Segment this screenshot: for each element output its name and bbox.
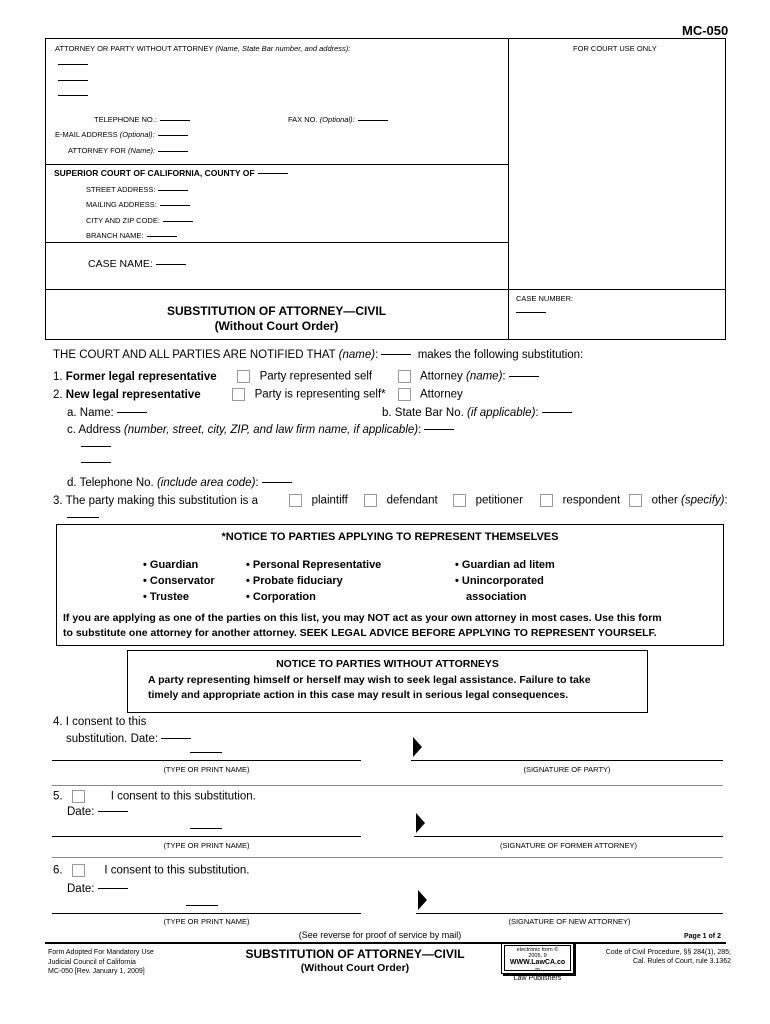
item6-name-line[interactable] [52,913,361,914]
street-field[interactable] [158,190,188,191]
item5-checkbox[interactable] [72,790,85,803]
case-number-label: CASE NUMBER: [516,294,574,303]
petitioner-option: petitioner [453,494,523,507]
fax-label: FAX NO. (Optional): [288,115,388,124]
notice2-text: A party representing himself or herself may wish to seek legal assistance. Failure to take timely and appropriate action in this case may result in serious legal consequences. [148,674,591,701]
petitioner-checkbox[interactable] [453,494,466,507]
item1-attorney: Attorney (name): [398,370,539,383]
address-line-2[interactable] [81,446,111,447]
defendant-checkbox[interactable] [364,494,377,507]
new-name-label: a. Name: [67,407,147,419]
sign-here-arrow-icon [413,737,422,757]
court-use-label: FOR COURT USE ONLY [573,44,657,53]
state-bar-label: b. State Bar No. (if applicable): [382,407,572,419]
item5-name-line[interactable] [52,836,361,837]
attorney-for-field[interactable] [158,151,188,152]
form-title: SUBSTITUTION OF ATTORNEY—CIVIL (Without Court Order) [166,304,387,333]
branch-label: BRANCH NAME: [86,231,177,240]
eform-badge: electronic form © 2005, 9 WWW.LawCA.co m [501,942,574,974]
item2-party-self: Party is representing self* [232,388,386,401]
notice1-col1: • Guardian • Conservator • Trustee [143,559,215,603]
notice1-text: If you are applying as one of the parties on this list, you may NOT act as your own attorney in most cases. Use this form to substitute one attorney for another attorney. SEEK LEGAL ADVICE BEFORE APPLYING TO REPRESENT YOURSELF. [63,612,662,639]
address-field[interactable] [424,429,454,430]
case-number-field[interactable] [516,312,546,313]
state-bar-field[interactable] [542,412,572,413]
attorney-label: ATTORNEY OR PARTY WITHOUT ATTORNEY (Name, State Bar number, and address): [55,44,351,53]
item4-name-field[interactable] [190,752,222,753]
telephone-label: TELEPHONE NO.: [94,115,190,124]
adopted-notice: Form Adopted For Mandatory Use Judicial Council of California MC-050 [Rev. January 1, 2009] [48,949,154,975]
footer-title: SUBSTITUTION OF ATTORNEY—CIVIL (Without Court Order) [245,947,465,974]
sign-here-arrow-icon [416,813,425,833]
former-attorney-name-field[interactable] [509,376,539,377]
item1-party-self: Party represented self [237,370,372,383]
page-number: Page 1 of 2 [684,933,721,940]
sign-here-arrow-icon [418,890,427,910]
former-attorney-checkbox[interactable] [398,370,411,383]
address-label: c. Address (number, street, city, ZIP, and law firm name, if applicable): [67,424,454,436]
item6-print-name-label: (TYPE OR PRINT NAME) [163,917,250,926]
other-specify-field[interactable] [67,517,99,518]
notice1-col2: • Personal Representative • Probate fiduciary • Corporation [246,559,382,603]
header-divider [508,38,509,340]
case-name-label: CASE NAME: [88,258,186,270]
plaintiff-option: plaintiff [289,494,348,507]
attorney-for-label: ATTORNEY FOR (Name): [68,146,188,155]
item4-signature-label: (SIGNATURE OF PARTY) [523,765,611,774]
mailing-label: MAILING ADDRESS: [86,200,190,209]
notice1-col3: • Guardian ad litem • Unincorporated association [455,559,555,603]
item6-signature-label: (SIGNATURE OF NEW ATTORNEY) [508,917,631,926]
item4-print-name-label: (TYPE OR PRINT NAME) [163,765,250,774]
item5-date-field[interactable] [98,811,128,812]
item6-name-field[interactable] [186,905,218,906]
telephone-no-label: d. Telephone No. (include area code): [67,477,292,489]
party-name-field[interactable] [381,354,411,355]
code-citation: Code of Civil Procedure, §§ 284(1), 285; Cal. Rules of Court, rule 3.1362 [605,949,731,965]
attorney-city-field[interactable] [58,95,88,96]
item2-attorney: Attorney [398,388,463,401]
city-field[interactable] [163,221,193,222]
party-self-checkbox[interactable] [237,370,250,383]
item6-consent: 6. I consent to this substitution. [53,864,250,877]
item4-consent: 4. I consent to this substitution. Date: [53,714,191,748]
item2-label: 2. New legal representative [53,389,201,401]
email-field[interactable] [158,135,188,136]
new-name-field[interactable] [117,412,147,413]
item6-date-field[interactable] [98,888,128,889]
notified-line: THE COURT AND ALL PARTIES ARE NOTIFIED THAT (name): makes the following substitution: [53,349,584,361]
publishers-label: Law Publishers [513,975,562,982]
notice1-title: *NOTICE TO PARTIES APPLYING TO REPRESENT THEMSELVES [221,531,559,543]
defendant-option: defendant [364,494,438,507]
respondent-option: respondent [540,494,620,507]
item5-signature-label: (SIGNATURE OF FORMER ATTORNEY) [499,841,638,850]
item3-label: 3. The party making this substitution is a [53,495,258,507]
item5-date-label: Date: [67,806,128,818]
item1-label: 1. Former legal representative [53,371,217,383]
fax-field[interactable] [358,120,388,121]
item4-date-field[interactable] [161,738,191,739]
street-label: STREET ADDRESS: [86,185,188,194]
item6-signature-line[interactable] [416,913,723,914]
form-number: MC-050 [682,23,729,38]
item6-date-label: Date: [67,883,128,895]
representing-self-checkbox[interactable] [232,388,245,401]
item6-checkbox[interactable] [72,864,85,877]
county-field[interactable] [258,173,288,174]
reverse-note: (See reverse for proof of service by mail) [298,930,462,940]
telephone-field[interactable] [160,120,190,121]
case-name-field[interactable] [156,264,186,265]
respondent-checkbox[interactable] [540,494,553,507]
city-label: CITY AND ZIP CODE: [86,216,193,225]
email-label: E-MAIL ADDRESS (Optional): [55,130,188,139]
item4-signature-line[interactable] [411,760,723,761]
new-attorney-checkbox[interactable] [398,388,411,401]
item4-name-line[interactable] [52,760,361,761]
notice2-title: NOTICE TO PARTIES WITHOUT ATTORNEYS [276,658,499,670]
other-option: other (specify): [629,494,728,507]
other-checkbox[interactable] [629,494,642,507]
footer-rule [45,942,726,944]
item5-print-name-label: (TYPE OR PRINT NAME) [163,841,250,850]
item5-signature-line[interactable] [414,836,723,837]
mailing-field[interactable] [160,205,190,206]
court-label: SUPERIOR COURT OF CALIFORNIA, COUNTY OF [54,168,288,178]
attorney-address-field[interactable] [58,80,88,81]
plaintiff-checkbox[interactable] [289,494,302,507]
attorney-name-field[interactable] [58,64,88,65]
branch-field[interactable] [147,236,177,237]
item5-consent: 5. I consent to this substitution. [53,790,256,803]
address-line-3[interactable] [81,462,111,463]
new-telephone-field[interactable] [262,482,292,483]
item5-name-field[interactable] [190,828,222,829]
